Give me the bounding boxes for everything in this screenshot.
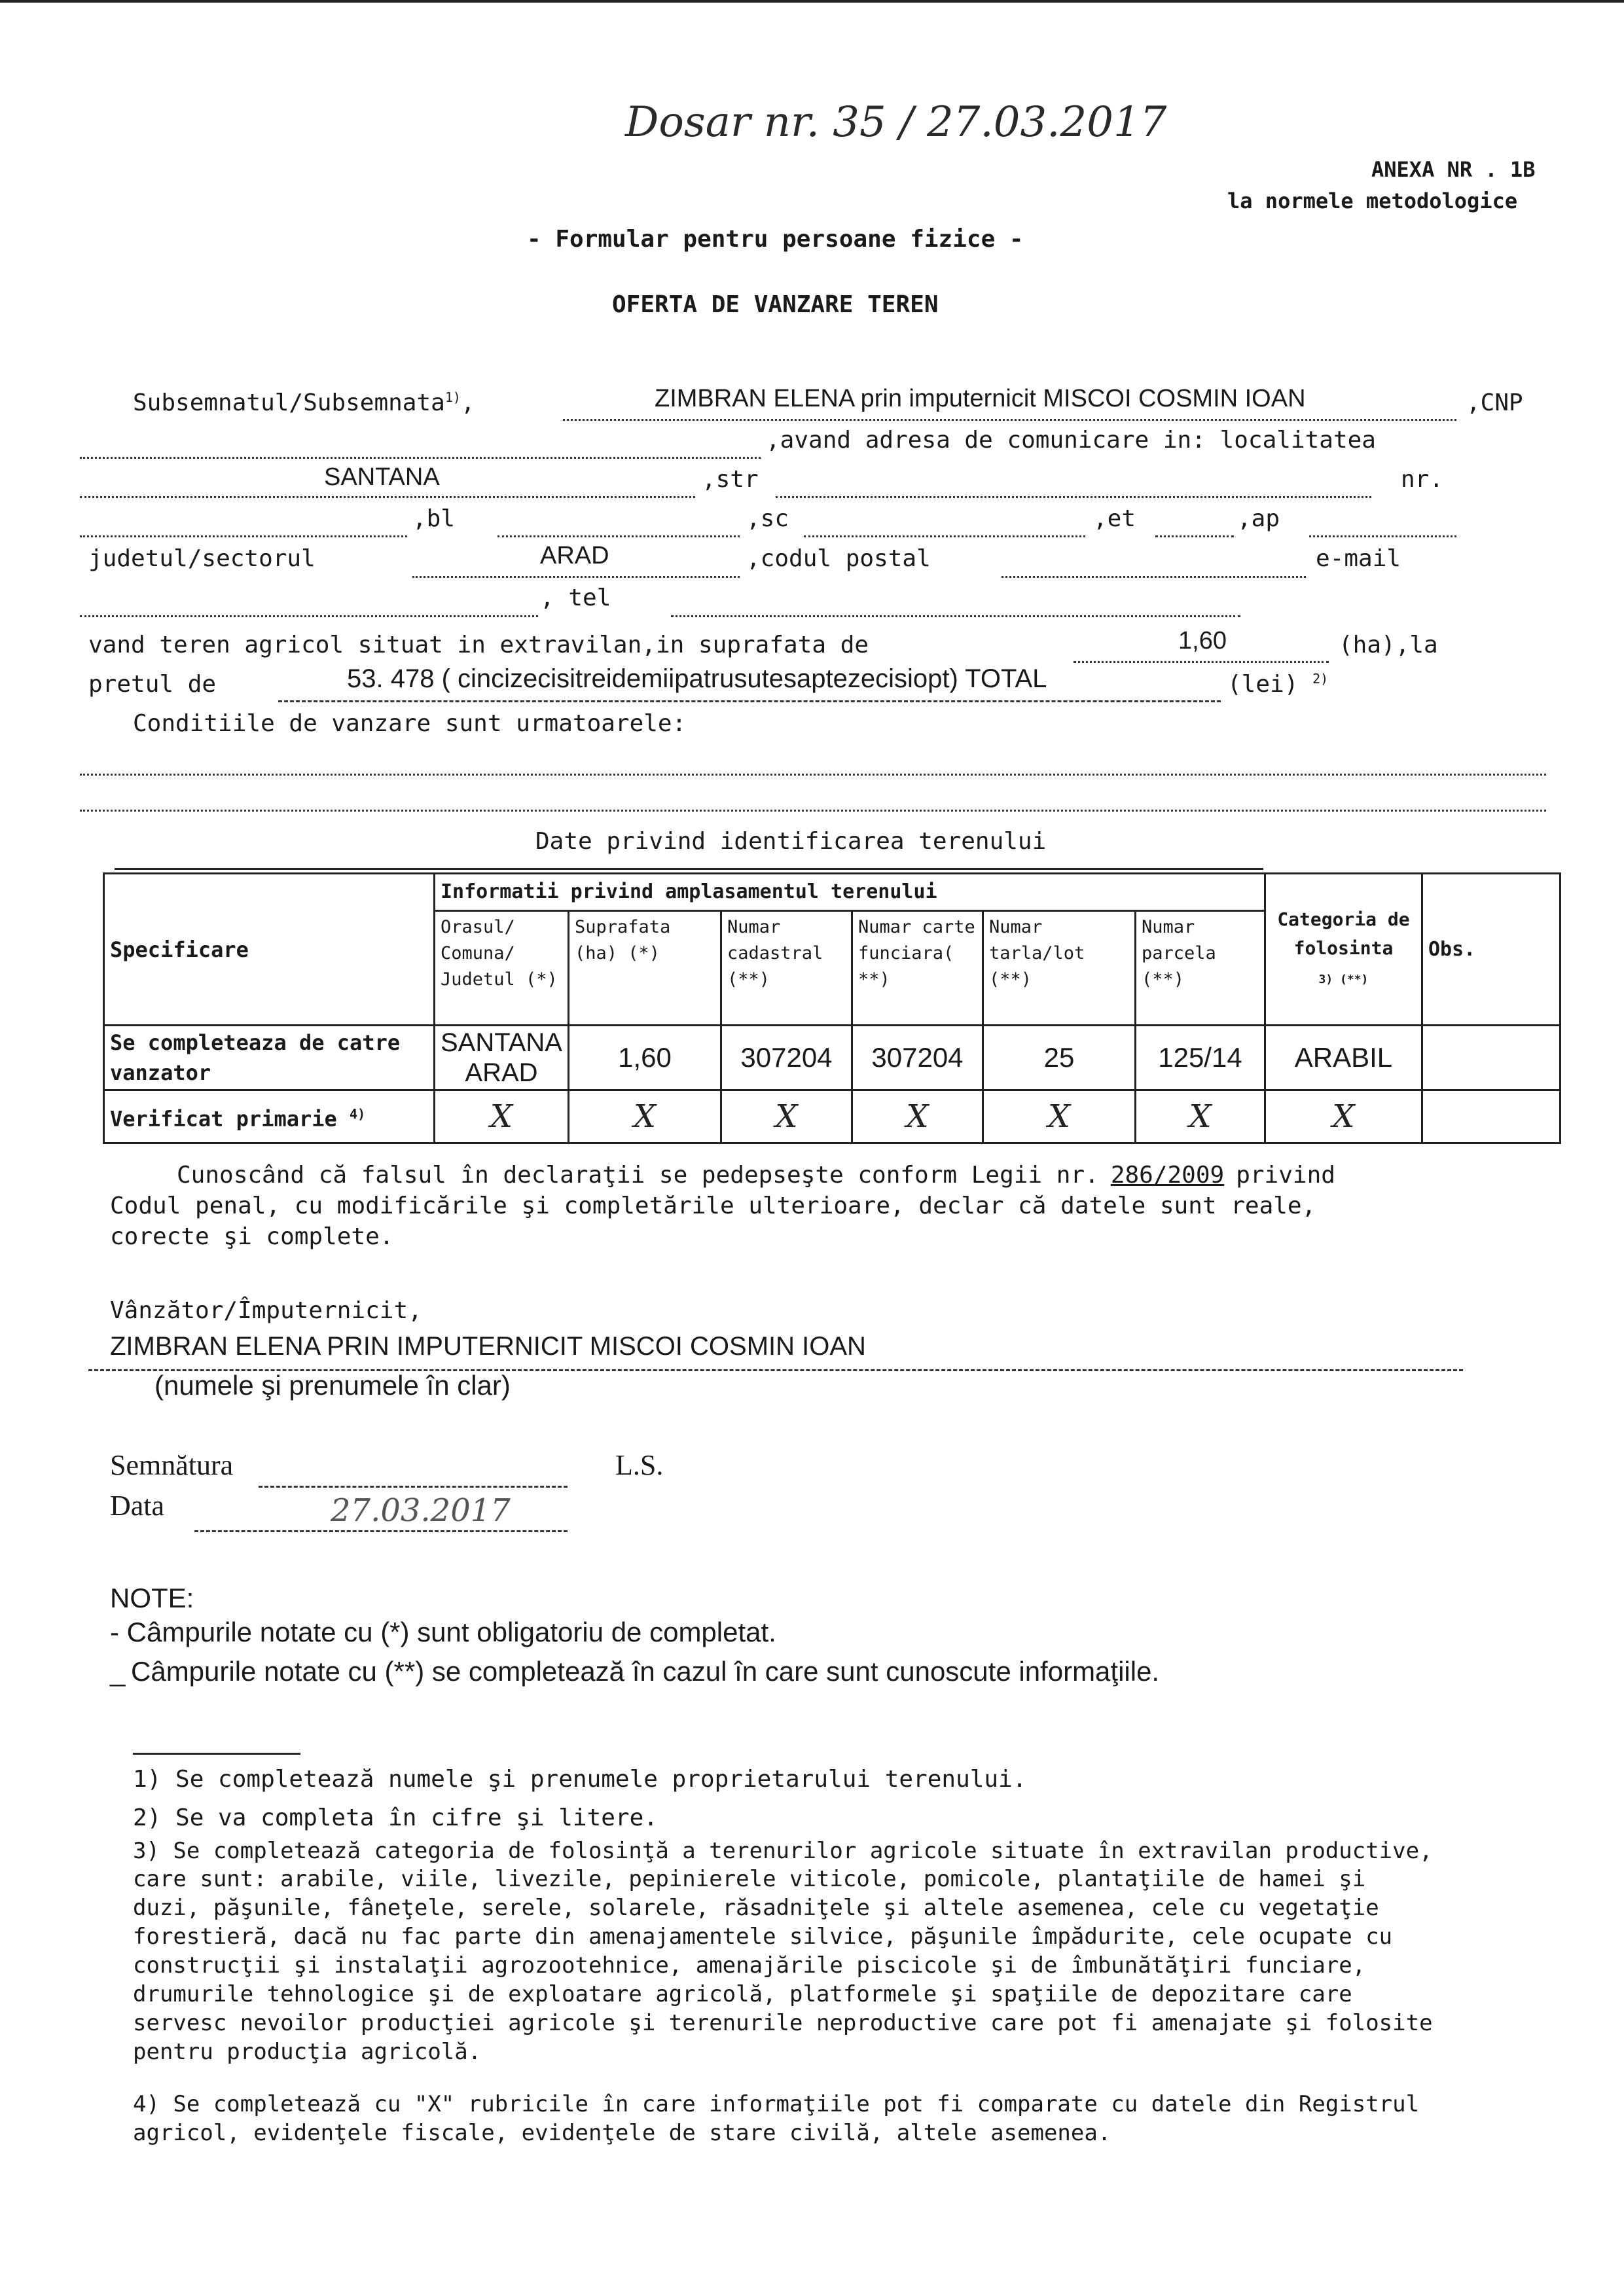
table-row-verified bbox=[104, 1090, 1561, 1143]
county-line bbox=[412, 576, 740, 578]
notes-title: NOTE: bbox=[110, 1583, 194, 1613]
footnote-4-line-2: agricol, evidenţele fiscale, evidenţele de stare civilă, altele asemenea. bbox=[133, 2120, 1111, 2146]
label-seller-agent: Vânzător/Împuternicit, bbox=[110, 1297, 422, 1324]
number-line bbox=[80, 535, 407, 537]
verified-mark-land-book: X bbox=[852, 1090, 983, 1143]
footnote-3-line-7: servesc nevoilor producţiei agricole şi terenurile neproductive care pot fi amenajate şi folosite bbox=[133, 2010, 1433, 2036]
label-county: judetul/sectorul bbox=[88, 545, 316, 572]
conditions-line-2 bbox=[80, 810, 1546, 812]
header-parcel-number: Numar parcela (**) bbox=[1135, 911, 1265, 1026]
verified-mark-tarla: X bbox=[983, 1090, 1135, 1143]
page-top-border bbox=[0, 0, 1624, 3]
header-location-group: Informatii privind amplasamentul terenului bbox=[435, 874, 1265, 911]
footnote-3-line-5: construcţii şi instalaţii agrozootehnice, amenajările piscicole şi de îmbunătăţiri funciare, bbox=[133, 1952, 1366, 1979]
area-value: 1,60 bbox=[1178, 627, 1227, 655]
footnote-3-line-1: 3) Se completează categoria de folosinţă a terenurilor agricole situate în extravilan productive, bbox=[133, 1838, 1433, 1864]
verified-mark-category: X bbox=[1265, 1090, 1422, 1143]
area-line bbox=[1074, 661, 1329, 663]
cell-category: ARABIL bbox=[1265, 1026, 1422, 1090]
street-line bbox=[776, 496, 1371, 498]
phone-line bbox=[671, 615, 1240, 617]
label-lei: (lei) $^{2)}$ bbox=[1227, 671, 1329, 698]
floor-line bbox=[1155, 535, 1234, 537]
name-hint: (numele şi prenumele în clar) bbox=[154, 1370, 511, 1401]
date-handwritten: 27.03.2017 bbox=[331, 1492, 511, 1529]
label-floor: ,et bbox=[1093, 505, 1136, 532]
footnote-3-line-4: forestieră, dacă nu fac parte din amenajamentele silvice, păşunile împădurite, cele ocupate cu bbox=[133, 1924, 1393, 1950]
cell-land-book: 307204 bbox=[852, 1026, 983, 1090]
footnote-3-line-8: pentru producţia agricolă. bbox=[133, 2039, 482, 2065]
seller-name-line bbox=[563, 419, 1456, 421]
table-top-rule bbox=[115, 868, 1263, 870]
label-sell: vand teren agricol situat in extravilan,in suprafata de bbox=[88, 632, 869, 658]
header-tarla-lot: Numar tarla/lot (**) bbox=[983, 911, 1135, 1026]
label-price: pretul de bbox=[88, 671, 217, 698]
label-undersigned: Subsemnatul/Subsemnata$^{1)}$, bbox=[133, 389, 475, 416]
label-nr: nr. bbox=[1401, 466, 1444, 493]
block-line bbox=[497, 535, 740, 537]
land-identification-table bbox=[103, 872, 1561, 1144]
document-title: OFERTA DE VANZARE TEREN bbox=[612, 291, 939, 318]
label-address: ,avand adresa de comunicare in: localitatea bbox=[766, 427, 1376, 454]
label-ha: (ha),la bbox=[1339, 632, 1438, 658]
footnote-separator bbox=[133, 1753, 300, 1755]
apartment-line bbox=[1309, 535, 1456, 537]
label-block: ,bl bbox=[412, 505, 456, 532]
label-street: ,str bbox=[702, 466, 759, 493]
row-label-verified: Verificat primarie $^{4)}$ bbox=[104, 1090, 435, 1143]
date-line bbox=[194, 1530, 568, 1532]
entrance-line bbox=[804, 535, 1085, 537]
label-entrance: ,sc bbox=[746, 505, 789, 532]
footnote-3-line-2: care sunt: arabile, viile, livezile, pepinierele viticole, pomicole, plantaţiile de hamei şi bbox=[133, 1866, 1366, 1892]
cell-tarla: 25 bbox=[983, 1026, 1135, 1090]
price-value: 53. 478 ( cincizecisitreidemiipatrusutesaptezecisiopt) TOTAL bbox=[347, 664, 1047, 693]
cnp-value-line bbox=[80, 457, 761, 459]
verified-mark-locality: X bbox=[435, 1090, 569, 1143]
seller-name-value: ZIMBRAN ELENA prin imputernicit MISCOI COSMIN IOAN bbox=[655, 385, 1306, 412]
verified-mark-area: X bbox=[568, 1090, 721, 1143]
label-conditions: Conditiile de vanzare sunt urmatoarele: bbox=[133, 710, 687, 737]
county-value: ARAD bbox=[540, 542, 609, 569]
label-phone: , tel bbox=[540, 584, 611, 611]
header-city-county: Orasul/ Comuna/ Judetul (*) bbox=[435, 911, 569, 1026]
price-line bbox=[278, 700, 1221, 702]
locality-line bbox=[80, 496, 695, 498]
label-postal-code: ,codul postal bbox=[746, 545, 931, 572]
declaration-line-3: corecte şi complete. bbox=[110, 1223, 394, 1250]
footnote-2: 2) Se va completa în cifre şi litere. bbox=[133, 1804, 658, 1831]
header-observations: Obs. bbox=[1422, 874, 1560, 1026]
header-land-book-number: Numar carte funciara( **) bbox=[852, 911, 983, 1026]
row-label-seller: Se completeaza de catre vanzator bbox=[104, 1026, 435, 1090]
header-category: Categoria de folosinta 3) (**) bbox=[1265, 874, 1422, 1026]
footnote-4-line-1: 4) Se completează cu "X" rubricile în care informaţiile pot fi comparate cu datele din Registrul bbox=[133, 2091, 1420, 2117]
locality-value: SANTANA bbox=[324, 463, 440, 491]
postal-code-line bbox=[1001, 576, 1306, 578]
header-cadastral-number: Numar cadastral (**) bbox=[721, 911, 852, 1026]
cell-cadastral: 307204 bbox=[721, 1026, 852, 1090]
header-specification: Specificare bbox=[104, 874, 435, 1026]
cell-observations bbox=[1422, 1026, 1560, 1090]
annex-title: ANEXA NR . 1B bbox=[1371, 157, 1536, 182]
label-ls: L.S. bbox=[615, 1449, 664, 1481]
table-caption: Date privind identificarea terenului bbox=[535, 828, 1047, 855]
verified-mark-cadastral: X bbox=[721, 1090, 852, 1143]
note-item-2: _ Câmpurile notate cu (**) se completează în cazul în care sunt cunoscute informaţiile. bbox=[110, 1656, 1160, 1687]
cell-area: 1,60 bbox=[568, 1026, 721, 1090]
verified-observations bbox=[1422, 1090, 1560, 1143]
label-cnp: ,CNP bbox=[1466, 389, 1523, 416]
table-row-seller bbox=[104, 1026, 1561, 1090]
conditions-line-1 bbox=[80, 774, 1546, 776]
footnote-1: 1) Se completează numele şi prenumele proprietarului terenului. bbox=[133, 1766, 1027, 1793]
verified-mark-parcel: X bbox=[1135, 1090, 1265, 1143]
signature-line bbox=[259, 1486, 568, 1488]
law-number: 286/2009 bbox=[1110, 1162, 1225, 1189]
label-email: e-mail bbox=[1316, 545, 1401, 572]
seller-name-clear: ZIMBRAN ELENA PRIN IMPUTERNICIT MISCOI COSMIN IOAN bbox=[110, 1332, 866, 1361]
label-apartment: ,ap bbox=[1237, 505, 1280, 532]
label-date: Data bbox=[110, 1490, 165, 1522]
footnote-3-line-3: duzi, păşunile, fâneţele, serele, solarele, răsadniţele şi altele asemenea, cele cu vegetaţie bbox=[133, 1895, 1379, 1921]
cell-locality: SANTANA ARAD bbox=[435, 1026, 569, 1090]
email-line bbox=[80, 615, 538, 617]
header-area: Suprafata (ha) (*) bbox=[568, 911, 721, 1026]
form-type: - Formular pentru persoane fizice - bbox=[527, 226, 1024, 253]
declaration-line-1: Cunoscând că falsul în declaraţii se pedepseşte conform Legii nr. 286/2009 privind bbox=[177, 1162, 1335, 1189]
footnote-3-line-6: drumurile tehnologice şi de exploatare agricolă, platformele şi spaţiile de depozitare care bbox=[133, 1981, 1352, 2007]
note-item-1: - Câmpurile notate cu (*) sunt obligatoriu de completat. bbox=[110, 1617, 776, 1647]
declaration-line-2: Codul penal, cu modificările şi completările ulterioare, declar că datele sunt reale, bbox=[110, 1193, 1316, 1219]
annex-subtitle: la normele metodologice bbox=[1227, 188, 1518, 213]
cell-parcel: 125/14 bbox=[1135, 1026, 1265, 1090]
label-signature: Semnătura bbox=[110, 1449, 234, 1481]
handwritten-dossier-number: Dosar nr. 35 / 27.03.2017 bbox=[625, 98, 1167, 147]
